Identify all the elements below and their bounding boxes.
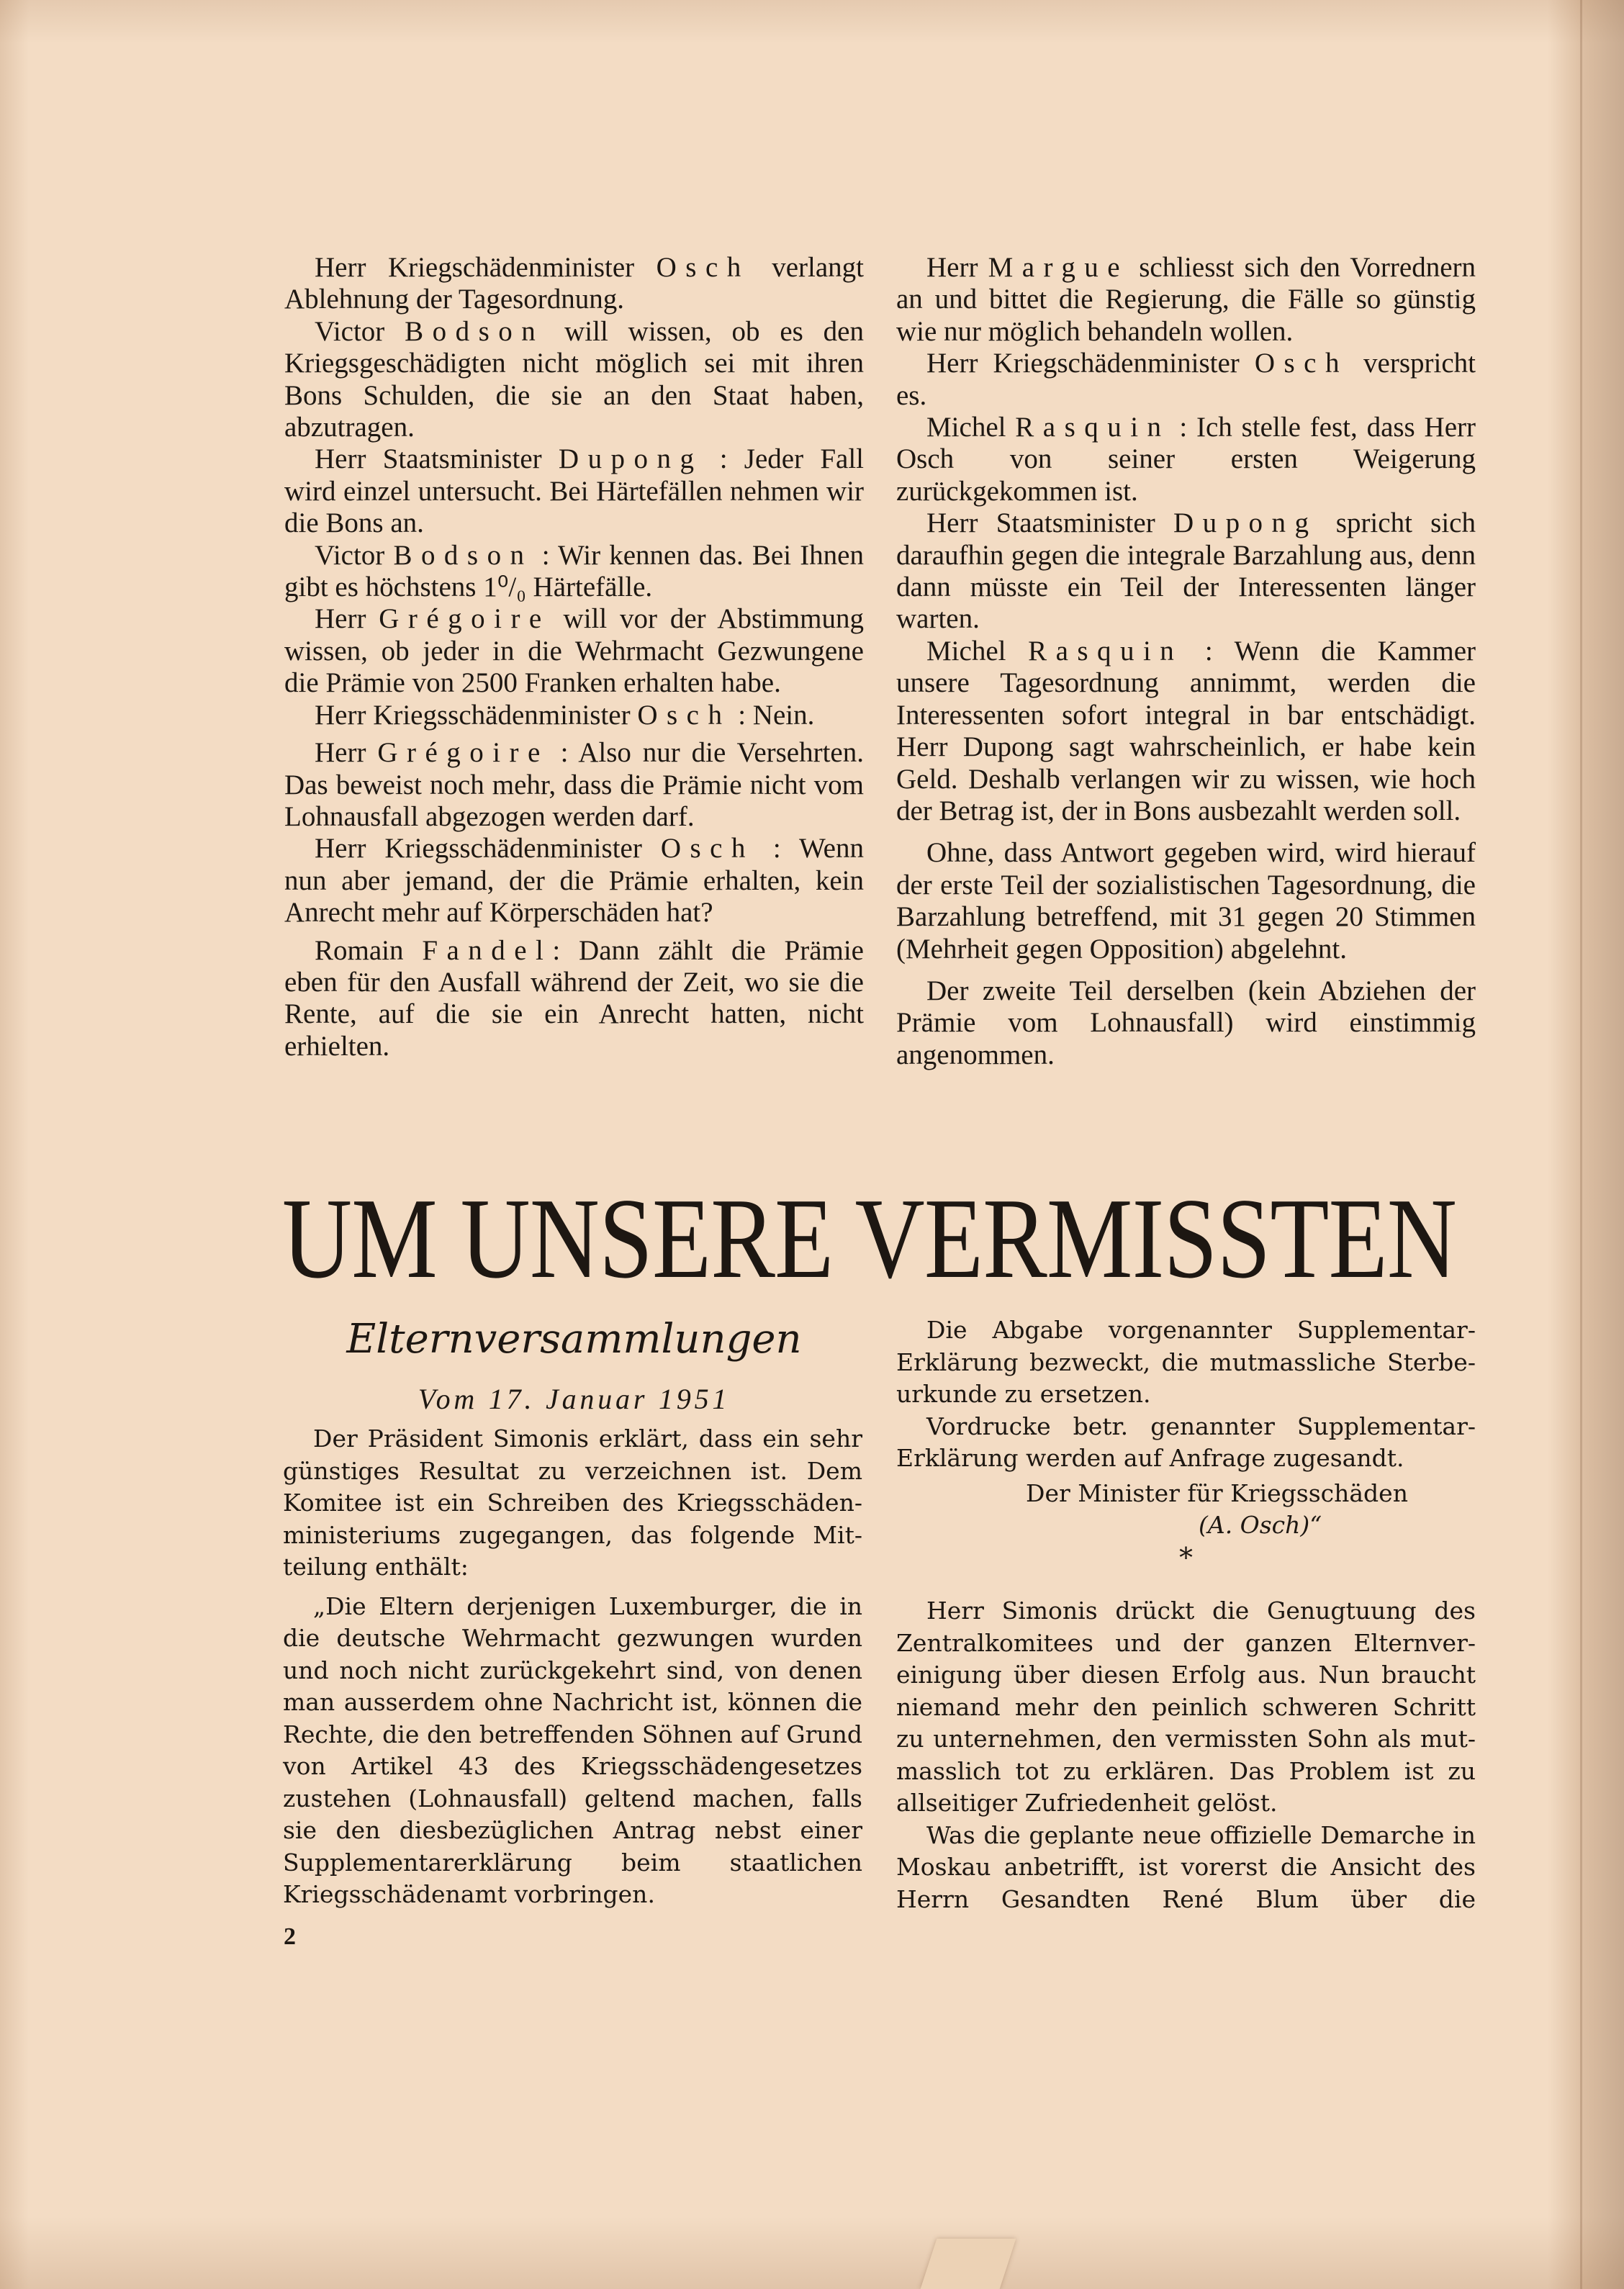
signature-name: (A. Osch)“ (1199, 1511, 1322, 1539)
speaker-name: Osch (1254, 348, 1348, 379)
speaker-name: Osch (656, 252, 750, 283)
paragraph: Die Abgabe vorgenannter Supplementar-Erklärung bezweckt, die mutmassliche Sterbeurkunde zu ersetzen. (896, 1316, 1476, 1408)
speaker-name: Grégoire (379, 603, 551, 635)
text-segment: will vor der Abstimmung wissen, ob jeder in die Wehrmacht Gezwungene die Prämie von 2500 Franken erhalten habe. (284, 603, 864, 699)
paragraph: Der Präsident Simonis erklärt, dass ein sehr günstiges Resultat zu verzeichnen ist. Dem Komitee ist ein Schreiben des Kriegsschädenministeriums zugegangen, das folgende Mitteilung enthält: (283, 1425, 862, 1581)
text-segment: Herr (315, 737, 378, 769)
paragraph (284, 540, 864, 604)
article-column-left (283, 1423, 862, 1911)
paragraph (284, 700, 864, 731)
page-number: 2 (284, 1923, 296, 1950)
paragraph (896, 252, 1476, 348)
text-segment: Michel (926, 412, 1016, 443)
text-segment: : Wir kennen das. Bei Ihnen gibt es höchstens 1⁰/₀ Härtefälle. (284, 539, 864, 603)
paragraph (284, 603, 864, 699)
column-top-left (284, 252, 864, 1062)
text-segment: Ohne, dass Antwort gegeben wird, wird hierauf der erste Teil der sozialistischen Tagesordnung, die Barzahlung betreffend, mit 31 gegen 20 Stimmen (Mehrheit gegen Opposition) abgelehnt. (896, 837, 1476, 965)
section-separator: * (1179, 1541, 1193, 1574)
text-segment: Victor (315, 315, 405, 347)
text-segment: schliesst sich den Vorrednern an und bittet die Regierung, die Fälle so günstig wie nur möglich behandeln wollen. (896, 252, 1476, 347)
speaker-name: Dupong (1173, 507, 1318, 539)
text-segment: : Also nur die Versehrten. Das beweist noch mehr, dass die Prämie nicht vom Lohnausfall abgezogen werden darf. (284, 737, 864, 832)
paragraph (284, 316, 864, 444)
article-subtitle: Elternversammlungen (346, 1316, 802, 1363)
text-segment: Herr Staatsminister (926, 507, 1173, 539)
text-segment: Herr Kriegschädenminister (315, 252, 657, 283)
text-segment: Herr Staatsminister (315, 443, 559, 475)
text-segment: : Ich stelle fest, dass Herr Osch von seiner ersten Weigerung zurückgekommen ist. (896, 412, 1476, 507)
paragraph (896, 348, 1476, 412)
article-column-right (896, 1314, 1476, 1915)
text-segment: : Wenn nun aber jemand, der die Prämie erhalten, kein Anrecht mehr auf Körperschäden hat? (284, 833, 864, 929)
speaker-name: Margue (988, 252, 1129, 283)
article-date: Vom 17. Januar 1951 (418, 1383, 731, 1415)
text-segment: will wissen, ob es den Kriegsgeschädigten nicht möglich sei mit ihren Bons Schulden, die sie an den Staat haben, abzutragen. (284, 315, 864, 443)
speaker-name: Rasquin (1015, 412, 1170, 443)
text-segment: Herr (926, 252, 988, 283)
speaker-name: Bodson (405, 315, 545, 347)
paragraph (284, 833, 864, 929)
article-headline: UM UNSERE VERMISSTEN (282, 1174, 1457, 1302)
paragraph: Herr Simonis drückt die Genugtuung des Zentralkomitees und der ganzen Elternvereinigung über diesen Erfolg aus. Nun braucht niemand mehr den peinlich schweren Schritt zu unternehmen, den vermissten Sohn als mutmasslich tot zu erklären. Das Problem ist zu allseitiger Zufriedenheit gelöst. (896, 1597, 1476, 1817)
speaker-name: Fandel (422, 934, 553, 966)
signature-title: Der Minister für Kriegsschäden (1026, 1478, 1408, 1507)
text-segment: Victor (315, 539, 394, 571)
text-segment: Herr (315, 603, 379, 635)
text-segment: : Jeder Fall wird einzel untersucht. Bei Härtefällen nehmen wir die Bons an. (284, 443, 864, 539)
paragraph (896, 412, 1476, 507)
text-segment: Herr Kriegsschädenminister (315, 699, 638, 731)
speaker-name: Bodson (393, 539, 533, 571)
paragraph-quote: „Die Eltern derjenigen Luxemburger, die in die deutsche Wehrmacht gezwungen wurden und noch nicht zurückgekehrt sind, von denen man ausserdem ohne Nachricht ist, können die Rechte, die den betreffenden Söhnen auf Grund von Artikel 43 des Kriegsschädengesetzes zustehen (Lohnausfall) geltend machen, falls sie den diesbezüglichen Antrag nebst einer Supplementarerklärung beim staatlichen Kriegsschädenamt vorbringen. (283, 1592, 862, 1908)
text-segment: spricht sich daraufhin gegen die integrale Barzahlung aus, denn dann müsste ein Teil der Interessenten länger warten. (896, 507, 1476, 635)
paragraph (896, 507, 1476, 636)
paragraph (284, 737, 864, 833)
paper-tab (921, 2239, 1016, 2289)
paragraph (896, 837, 1476, 965)
paragraph (896, 636, 1476, 827)
paragraph (284, 935, 864, 1063)
text-segment: verspricht es. (896, 348, 1476, 411)
speaker-name: Osch (637, 699, 731, 731)
text-segment: Der zweite Teil derselben (kein Abziehen der Prämie vom Lohnausfall) wird einstimmig angenommen. (896, 975, 1476, 1070)
speaker-name: Rasquin (1028, 635, 1183, 667)
paragraph (284, 252, 864, 316)
text-segment: Herr Kriegsschädenminister (315, 833, 661, 864)
column-top-right (896, 252, 1476, 1071)
text-segment: : Nein. (731, 699, 815, 731)
text-segment: : Dann zählt die Prämie eben für den Ausfall während der Zeit, wo sie die Rente, auf die sie ein Anrecht hatten, nicht erhielten. (284, 934, 864, 1062)
speaker-name: Osch (660, 833, 754, 864)
text-segment: Michel (926, 635, 1029, 667)
speaker-name: Grégoire (377, 737, 549, 769)
text-segment: Romain (315, 934, 423, 966)
paragraph (896, 975, 1476, 1071)
paragraph: Was die geplante neue offizielle Demarche in Moskau anbetrifft, ist vorerst die Ansicht des Herrn Gesandten René Blum über die (896, 1820, 1476, 1913)
text-segment: verlangt Ablehnung der Tagesordnung. (284, 252, 865, 315)
speaker-name: Dupong (558, 443, 703, 475)
paragraph (284, 443, 864, 539)
text-segment: : Wenn die Kammer unsere Tagesordnung annimmt, werden die Interessenten sofort integral in bar entschädigt. Herr Dupong sagt wahrscheinlich, er habe kein Geld. Deshalb verlangen wir zu wissen, wie hoch der Betrag ist, der in Bons ausbezahlt werden soll. (896, 635, 1476, 826)
paragraph: Vordrucke betr. genannter Supplementar-Erklärung werden auf Anfrage zugesandt. (896, 1412, 1476, 1472)
text-segment: Herr Kriegschädenminister (926, 348, 1255, 379)
paper-fold-line (1580, 0, 1582, 2289)
